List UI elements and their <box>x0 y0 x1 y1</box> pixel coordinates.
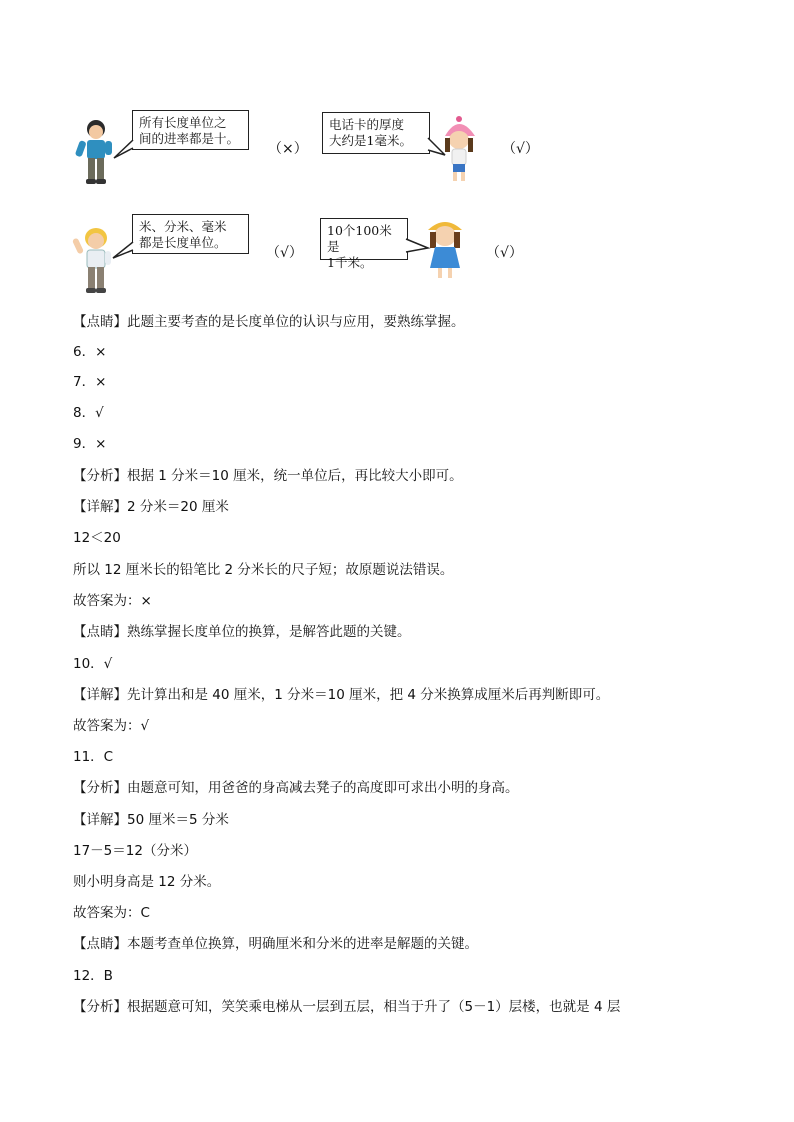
girl-pink-hat-cartoon-icon <box>437 116 483 184</box>
text-line: 7．× <box>73 374 107 390</box>
text-line: 故答案为：× <box>73 593 152 609</box>
judgement-mark-2: （√） <box>502 141 539 157</box>
judgement-mark-1: （×） <box>268 141 308 157</box>
text-line: 9．× <box>73 436 107 452</box>
text-line: 所以 12 厘米长的铅笔比 2 分米长的尺子短；故原题说法错误。 <box>73 562 454 578</box>
speech-bubble-1: 所有长度单位之 间的进率都是十。 <box>132 110 249 150</box>
text-line: 【详解】2 分米＝20 厘米 <box>73 499 229 515</box>
text-line: 【点睛】本题考查单位换算，明确厘米和分米的进率是解题的关键。 <box>73 936 478 952</box>
text-line: 12．B <box>73 968 113 984</box>
text-line: 【分析】根据题意可知，笑笑乘电梯从一层到五层，相当于升了（5－1）层楼，也就是 4 层 <box>73 999 621 1015</box>
text-line: 12＜20 <box>73 530 121 546</box>
text-line: 【分析】由题意可知，用爸爸的身高减去凳子的高度即可求出小明的身高。 <box>73 780 519 796</box>
text-line: 【点睛】此题主要考查的是长度单位的认识与应用，要熟练掌握。 <box>73 314 465 330</box>
text-line: 6．× <box>73 344 107 360</box>
judgement-mark-4: （√） <box>486 245 523 261</box>
speech-bubble-3: 米、分米、毫米 都是长度单位。 <box>132 214 249 254</box>
text-line: 17－5＝12（分米） <box>73 843 197 859</box>
speech-bubble-4: 10个100米是 1千米。 <box>320 218 408 260</box>
text-line: 故答案为：C <box>73 905 150 921</box>
text-line: 【详解】先计算出和是 40 厘米，1 分米＝10 厘米，把 4 分米换算成厘米后再判断即可。 <box>73 687 610 703</box>
text-line: 【分析】根据 1 分米＝10 厘米，统一单位后，再比较大小即可。 <box>73 468 463 484</box>
judgement-mark-3: （√） <box>266 245 303 261</box>
text-line: 故答案为：√ <box>73 718 150 734</box>
girl-yellow-hat-cartoon-icon <box>420 214 470 282</box>
speech-bubble-2: 电话卡的厚度 大约是1毫米。 <box>322 112 430 154</box>
text-line: 【详解】50 厘米＝5 分米 <box>73 812 229 828</box>
text-line: 10．√ <box>73 656 113 672</box>
text-line: 11．C <box>73 749 114 765</box>
blond-boy-cartoon-icon <box>72 226 120 296</box>
text-line: 【点睛】熟练掌握长度单位的换算，是解答此题的关键。 <box>73 624 411 640</box>
text-line: 则小明身高是 12 分米。 <box>73 874 221 890</box>
text-line: 8．√ <box>73 405 104 421</box>
speech-tail-3 <box>111 240 135 260</box>
speech-tail-1 <box>112 138 136 160</box>
